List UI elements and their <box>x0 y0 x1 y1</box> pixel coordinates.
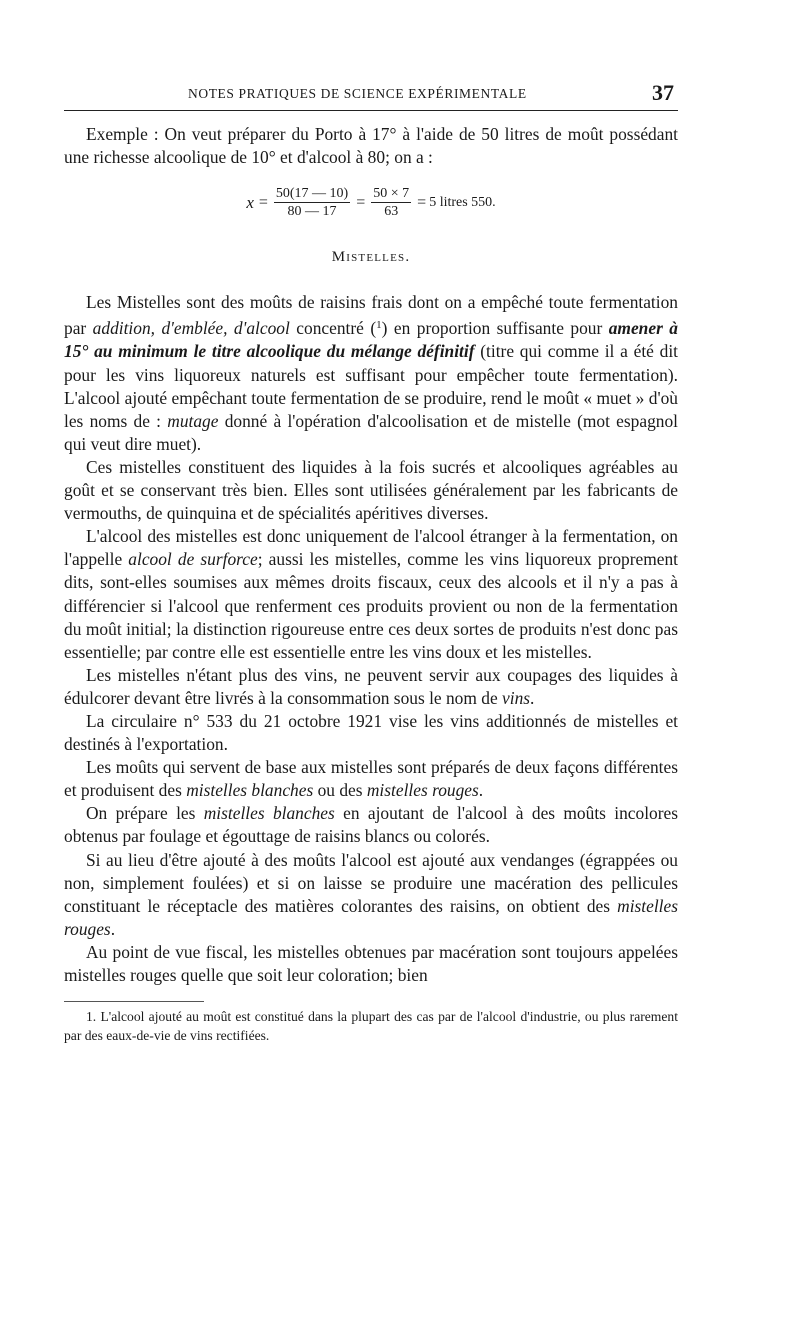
paragraph-1 <box>64 291 678 456</box>
paragraph-4 <box>64 664 678 710</box>
text-run: . <box>530 687 535 708</box>
text-run-italic: mistelles rouges <box>366 780 479 801</box>
section-title-text: Mistelles. <box>331 249 411 266</box>
formula-equals: = <box>417 194 427 212</box>
paragraph-9: Au point de vue fiscal, les mistelles obtenues par macération sont toujours appelées mistelles rouges quelle que soit leur coloration; bien <box>64 941 678 985</box>
formula-denominator-2: 63 <box>384 204 399 220</box>
text-run: On prépare les <box>86 803 204 824</box>
formula-equals: = <box>356 194 366 212</box>
text-run: Si au lieu d'être ajouté à des moûts l'alcool est ajouté aux vendanges (égrappées ou non, simplement foulées) et si on laisse se produire une macération des pellicules constituant le réceptacle des matières colorantes des raisins, on obtient des <box>64 849 678 916</box>
formula-numerator-2: 50 × 7 <box>373 186 410 202</box>
text-run-italic: alcool de surforce <box>128 549 258 570</box>
text-run-italic: mistelles rouges <box>64 895 678 939</box>
text-run-italic: addition, d'emblée, d'alcool <box>92 318 290 339</box>
paragraph-7 <box>64 802 678 848</box>
footnote: 1. L'alcool ajouté au moût est constitué dans la plupart des cas par de l'alcool d'industrie, ou plus rarement par des eaux-de-vie de vins rectifiées. <box>64 1009 678 1043</box>
text-run: Les mistelles n'étant plus des vins, ne peuvent servir aux coupages des liquides à édulcorer devant être livrés à la consommation sous le nom de <box>64 664 678 708</box>
text-run: (titre qui comme il a été dit pour les vins liquoreux naturels est suffisant pour empêcher toute fermentation). L'alcool ajouté empêchant toute fermentation de se produire, rend le moût « muet » d'où les noms de : <box>64 341 678 431</box>
paragraph-5: La circulaire n° 533 du 21 octobre 1921 vise les vins additionnés de mistelles et destinés à l'exportation. <box>64 710 678 755</box>
formula-numerator-1: 50(17 — 10) <box>275 186 349 202</box>
page-header <box>64 80 678 111</box>
paragraph-3 <box>64 525 678 664</box>
formula-fraction-1 <box>274 185 350 220</box>
section-title <box>64 246 678 269</box>
text-run-italic: mistelles blanches <box>186 780 314 801</box>
text-run: en ajoutant de l'alcool à des moûts incolores obtenus par foulage et égouttage de raisins blancs ou colorés. <box>64 803 679 847</box>
formula <box>64 185 678 220</box>
text-run-bold-italic: amener à 15° au minimum le titre alcoolique du mélange définitif <box>64 318 678 362</box>
book-page <box>64 80 678 1045</box>
text-run: L'alcool des mistelles est donc uniquement de l'alcool étranger à la fermentation, on l'appelle <box>64 526 678 570</box>
text-run: . <box>110 918 116 939</box>
formula-equals: = <box>258 194 268 212</box>
footnote-reference: 1 <box>376 319 382 332</box>
page-number: 37 <box>652 80 674 105</box>
paragraph-2: Ces mistelles constituent des liquides à la fois sucrés et alcooliques agréables au goût et se conservant très bien. Elles sont utilisées généralement par les fabricants de vermouths, de quinquina et de spécialités apéritives diverses. <box>64 456 678 524</box>
formula-denominator-1: 80 — 17 <box>287 204 337 220</box>
text-run-italic: mutage <box>167 410 219 431</box>
text-run: Les moûts qui servent de base aux mistelles sont préparés de deux façons différentes et produisent des <box>64 757 678 801</box>
running-head: NOTES PRATIQUES DE SCIENCE EXPÉRIMENTALE <box>188 86 527 101</box>
formula-fraction-2 <box>371 185 411 220</box>
footnote-divider <box>64 1001 204 1002</box>
text-run: ; aussi les mistelles, comme les vins liquoreux proprement dits, sont-elles soumises aux mêmes droits fiscaux, ceux des alcools et il n'y a pas à différencier si l'alcool que renferment ces produits provient ou non de la fermentation du moût initial; la distinction rigoureuse entre ces deux sortes de produits n'est donc pas essentielle; par contre elle est essentielle entre les vins doux et les mistelles. <box>64 549 678 662</box>
example-paragraph: Exemple : On veut préparer du Porto à 17° à l'aide de 50 litres de moût possédant une richesse alcoolique de 10° et d'alcool à 80; on a : <box>64 124 678 168</box>
text-run: Les Mistelles sont des moûts de raisins frais dont on a empêché toute fermentation par <box>64 292 678 339</box>
text-run: donné à l'opération d'alcoolisation et de mistelle (mot espagnol qui veut dire muet). <box>64 410 678 454</box>
formula-result: 5 litres 550. <box>429 195 496 211</box>
text-run: concentré ( <box>289 318 377 339</box>
text-run: ) en proportion suffisante pour <box>381 318 609 339</box>
text-run-italic: mistelles blanches <box>203 803 335 824</box>
page-body <box>64 123 678 1045</box>
paragraph-8 <box>64 849 678 941</box>
text-run-italic: vins <box>502 687 531 708</box>
paragraph-6 <box>64 756 678 802</box>
text-run: ou des <box>313 780 367 801</box>
formula-variable: x <box>246 193 254 213</box>
text-run: . <box>478 780 484 801</box>
